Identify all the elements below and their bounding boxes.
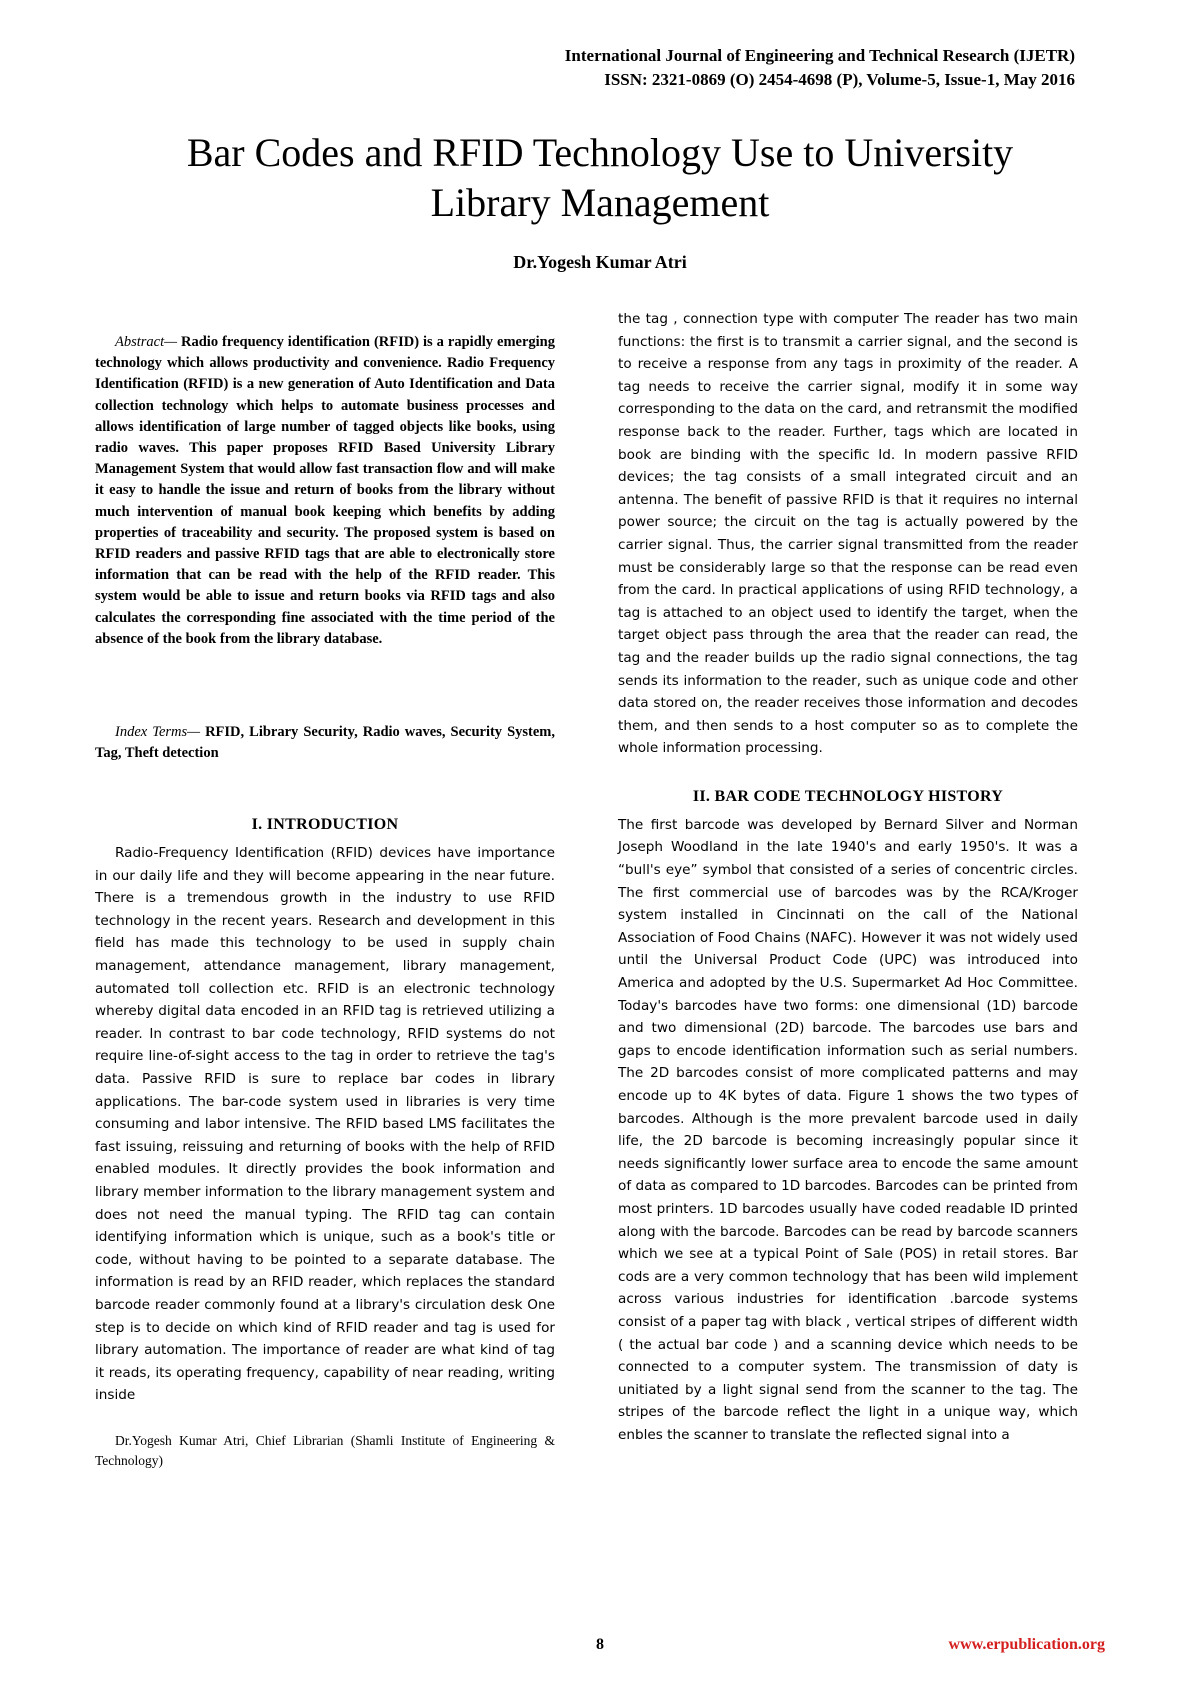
journal-name: International Journal of Engineering and Technical Research (IJETR) xyxy=(564,46,1075,65)
index-terms-label: Index Terms— xyxy=(115,724,201,741)
paper-title-line-1: Bar Codes and RFID Technology Use to University xyxy=(186,130,1014,175)
section-1-continuation: the tag , connection type with computer The reader has two main functions: the first is to transmit a carrier signal, and the second is to receive a response from any tags in proximity of the reader. A tag needs to receive the carrier signal, modify it in some way corresponding to the data on the card, and retransmit the modified response back to the reader. Further, tags which are located in book are binding with the specific Id. In modern passive RFID devices; the tag consists of a small integrated circuit and an antenna. The benefit of passive RFID is that it requires no internal power source; the circuit on the tag is actually powered by the carrier signal. Thus, the carrier signal transmitted from the reader must be considerably large so that the response can be read even from the card. In practical applications of using RFID technology, a tag is attached to an object used to identify the target, when the target object pass through the area that the reader can read, the tag and the reader builds up the radio signal connections, the tag sends its information to the reader, such as unique code and other data stored on, the reader receives those information and decodes them, and then sends to a host computer so as to complete the whole information processing. xyxy=(618,311,1078,757)
publisher-url[interactable]: www.erpublication.org xyxy=(948,1636,1105,1653)
right-column xyxy=(618,308,1078,1447)
page-number: 8 xyxy=(596,1636,604,1653)
author-footnote: Dr.Yogesh Kumar Atri, Chief Librarian (Shamli Institute of Engineering & Technology) xyxy=(95,1432,555,1468)
journal-header xyxy=(565,44,1075,92)
abstract-text: Radio frequency identification (RFID) is a rapidly emerging technology which allows productivity and convenience. Radio Frequency Identification (RFID) is a new generation of Auto Identification and Data collection technology which helps to automate business processes and allows identification of large number of tagged objects like books, using radio waves. This paper proposes RFID Based University Library Management System that would allow fast transaction flow and will make it easy to handle the issue and return of books from the library without much intervention of manual book keeping which benefits by adding properties of traceability and security. The proposed system is based on RFID readers and passive RFID tags that are able to electronically store information that can be read with the help of the RFID reader. This system would be able to issue and return books via RFID tags and also calculates the corresponding fine associated with the time period of the absence of the book from the library database. xyxy=(95,334,555,647)
section-2-text: The first barcode was developed by Bernard Silver and Norman Joseph Woodland in the late 1940's and early 1950's. It was a “bull's eye” symbol that consisted of a series of concentric circles. The first commercial use of barcodes was by the RCA/Kroger system installed in Cincinnati on the call of the National Association of Food Chains (NAFC). However it was not widely used until the Universal Product Code (UPC) was introduced into America and adopted by the U.S. Supermarket Ad Hoc Committee. Today's barcodes have two forms: one dimensional (1D) barcode and two dimensional (2D) barcode. The barcodes use bars and gaps to encode identification information such as serial numbers. The 2D barcodes consist of more complicated patterns and may encode up to 4K bytes of data. Figure 1 shows the two types of barcodes. Although is the more prevalent barcode used in daily life, the 2D barcode is becoming increasingly popular since it needs significantly lower surface area to encode the same amount of data as compared to 1D barcodes. Barcodes can be printed from most printers. 1D barcodes usually have coded readable ID printed along with the barcode. Barcodes can be read by barcode scanners which we see at a typical Point of Sale (POS) in retail stores. Bar cods are a very common technology that has been wild implement across various industries for identification .barcode systems consist of a paper tag with black , vertical stripes of different width ( the actual bar code ) and a scanning device which needs to be connected to a computer system. The transmission of daty is unitiated by a light signal send from the scanner to the tag. The stripes of the barcode reflect the light in a unique way, which enbles the scanner to translate the reflected signal into a xyxy=(618,816,1078,1443)
abstract xyxy=(95,332,555,650)
index-terms xyxy=(95,722,555,764)
journal-issn: ISSN: 2321-0869 (O) 2454-4698 (P), Volume-5, Issue-1, May 2016 xyxy=(604,70,1075,89)
paper-title-line-2: Library Management xyxy=(430,180,770,225)
section-1-heading: I. INTRODUCTION xyxy=(251,816,399,834)
left-column xyxy=(95,308,555,1471)
index-terms-text: RFID, Library Security, Radio waves, Security System, Tag, Theft detection xyxy=(95,724,555,762)
section-2-heading: II. BAR CODE TECHNOLOGY HISTORY xyxy=(692,787,1004,805)
paper-title xyxy=(100,128,1100,228)
section-1-text: Radio-Frequency Identification (RFID) devices have importance in our daily life and they will become appearing in the near future. There is a tremendous growth in the industry to use RFID technology in the recent years. Research and development in this field has made this technology to be used in supply chain management, attendance management, library management, automated toll collection etc. RFID is an electronic technology whereby digital data encoded in an RFID tag is retrieved utilizing a reader. In contrast to bar code technology, RFID systems do not require line-of-sight access to the tag in order to retrieve the tag's data. Passive RFID is sure to replace bar codes in library applications. The bar-code system used in libraries is very time consuming and labor intensive. The RFID based LMS facilitates the fast issuing, reissuing and returning of books with the help of RFID enabled modules. It directly provides the book information and library member information to the library management system and does not need the manual typing. The RFID tag can contain identifying information which is unique, such as a book's title or code, without having to be pointed to a separate database. The information is read by an RFID reader, which replaces the standard barcode reader commonly found at a library's circulation desk One step is to decide on which kind of RFID reader and tag is used for library automation. The importance of reader are what kind of tag it reads, its operating frequency, capability of near reading, writing inside xyxy=(95,845,555,1404)
author-name: Dr.Yogesh Kumar Atri xyxy=(513,252,687,272)
abstract-label: Abstract— xyxy=(115,334,178,350)
